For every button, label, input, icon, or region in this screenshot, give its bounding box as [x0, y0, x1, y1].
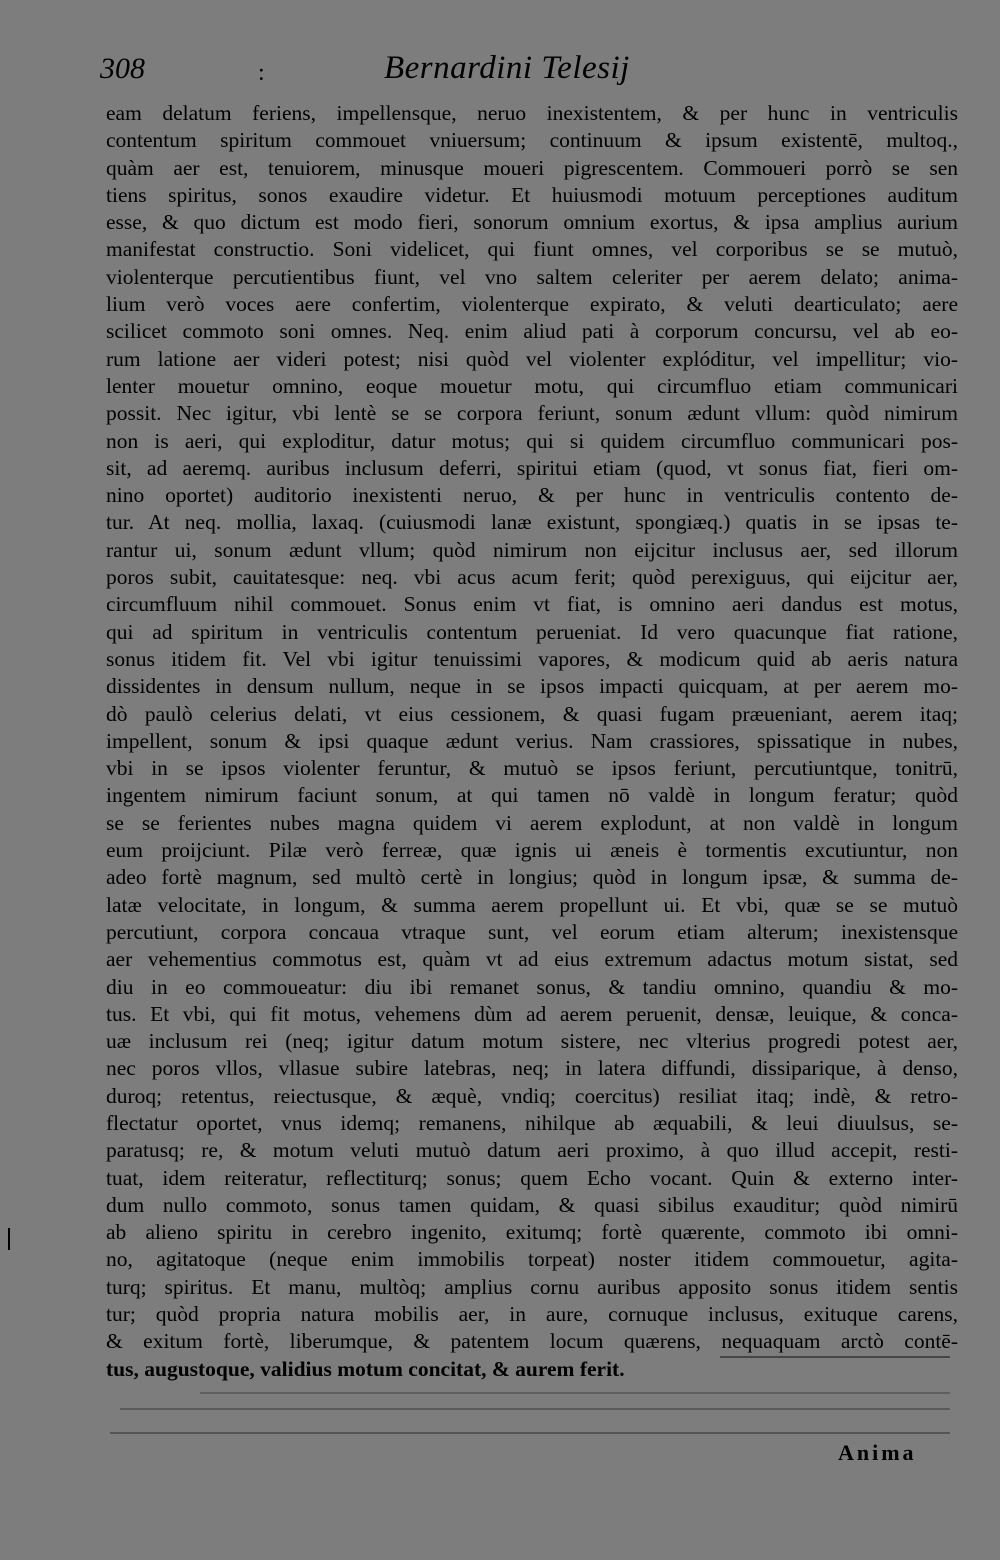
- text-line: ab alieno spiritu in cerebro ingenito, exitumq; fortè quærente, commoto ibi omni-: [106, 1220, 958, 1245]
- running-head: Bernardini Telesij: [384, 50, 630, 86]
- text-line: lium verò voces aere confertim, violenterque expirato, & veluti dearticulato; aere: [106, 292, 958, 317]
- text-line: vbi in se ipsos violenter feruntur, & mutuò se ipsos feriunt, percutiuntque, tonitrū,: [106, 756, 958, 781]
- text-line: manifestat constructio. Soni videlicet, qui fiunt omnes, vel corporibus se se mutuò,: [106, 237, 958, 262]
- text-line: tus, augustoque, validius motum concitat, & aurem ferit.: [106, 1356, 625, 1381]
- text-line: quàm aer est, tenuiorem, minusque moueri pigrescentem. Commoueri porrò se sen: [106, 155, 958, 180]
- text-line: turq; spiritus. Et manu, multòq; amplius cornu auribus apposito sonus itidem sentis: [106, 1274, 958, 1299]
- text-line: sonus itidem fit. Vel vbi igitur tenuissimi vapores, & modicum quid ab aeris natura: [106, 646, 958, 671]
- text-line: duroq; retentus, reiectusque, & æquè, vndiq; coercitus) resiliat itaq; indè, & retro-: [106, 1083, 958, 1108]
- text-line: paratusq; re, & motum veluti mutuò datum aeri proximo, à quo illud accepit, resti-: [106, 1138, 958, 1163]
- text-line: qui ad spiritum in ventriculis contentum perueniat. Id vero quacunque fiat ratione,: [106, 619, 958, 644]
- text-line: contentum spiritum commouet vniuersum; continuum & ipsum existentē, multoq.,: [106, 128, 958, 153]
- text-line: percutiunt, corpora concaua vtraque sunt, vel eorum etiam alterum; inexistensque: [106, 919, 958, 944]
- show-through-noise: [110, 1432, 950, 1434]
- text-line: adeo fortè magnum, sed multò certè in longius; quòd in longum ipsæ, & summa de-: [106, 865, 958, 890]
- text-line: lenter mouetur omnino, eoque mouetur motu, qui circumfluo etiam communicari: [106, 373, 958, 398]
- text-line: & exitum fortè, liberumque, & patentem locum quærens, nequaquam arctò contē-: [106, 1329, 958, 1354]
- text-line: poros subit, cauitatesque: neq. vbi acus acum ferit; quòd perexiguus, qui eijcitur aer,: [106, 565, 958, 590]
- page-number: 308: [100, 52, 145, 85]
- body-text: [106, 100, 958, 1383]
- text-line: circumfluum nihil commouet. Sonus enim vt fiat, is omnino aeri dandus est motus,: [106, 592, 958, 617]
- catchword: Anima: [838, 1440, 917, 1465]
- text-line: dum nullo commoto, sonus tamen quidam, & quasi sibilus exauditur; quòd nimirū: [106, 1192, 958, 1217]
- margin-mark: [8, 1228, 10, 1250]
- text-line: latæ velocitate, in longum, & summa aerem propellunt ui. Et vbi, quæ se se mutuò: [106, 892, 958, 917]
- text-line: flectatur oportet, vnus idemq; remanens, nihilque ab æquabili, & leui diuulsus, se-: [106, 1110, 958, 1135]
- text-line: eum proijciunt. Pilæ verò ferreæ, quæ ignis ui æneis è tormentis excutiuntur, non: [106, 838, 958, 863]
- text-line: rum latione aer videri potest; nisi quòd vel violenter explóditur, vel impellitur; vio-: [106, 346, 958, 371]
- text-line: nino oportet) auditorio inexistenti neruo, & per hunc in ventriculis contento de-: [106, 483, 958, 508]
- text-line: rantur ui, sonum ædunt vllum; quòd nimirum non eijcitur inclusus aer, sed illorum: [106, 537, 958, 562]
- text-line: tur; quòd propria natura mobilis aer, in aure, cornuque inclusus, exituque carens,: [106, 1302, 958, 1327]
- text-line: tuat, idem reiteratur, reflectiturq; sonus; quem Echo vocant. Quin & externo inter-: [106, 1165, 958, 1190]
- text-line: tur. At neq. mollia, laxaq. (cuiusmodi lanæ existunt, spongiæq.) quatis in se ipsas te-: [106, 510, 958, 535]
- text-line: aer vehementius commotus est, quàm vt ad eius extremum adactus motum sistat, sed: [106, 947, 958, 972]
- show-through-noise: [720, 1356, 950, 1358]
- text-line: ingentem nimirum faciunt sonum, at qui tamen nō valdè in longum feratur; quòd: [106, 783, 958, 808]
- show-through-noise: [200, 1392, 950, 1394]
- text-line: nec poros vllos, vllasue subire latebras, neq; in latera diffundi, dissiparique, à denso,: [106, 1056, 958, 1081]
- text-line: dissidentes in densum nullum, neque in se ipsos impacti quicquam, at per aerem mo-: [106, 674, 958, 699]
- text-line: diu in eo commoueatur: diu ibi remanet sonus, & tandiu omnino, quandiu & mo-: [106, 974, 958, 999]
- text-line: uæ inclusum rei (neq; igitur datum motum sistere, nec vlterius progredi potest aer,: [106, 1029, 958, 1054]
- text-line: sit, ad aeremq. auribus inclusum deferri, spiritui etiam (quod, vt sonus fiat, fieri om-: [106, 455, 958, 480]
- text-line: tiens spiritus, sonos exaudire videtur. Et huiusmodi motuum perceptiones auditum: [106, 182, 958, 207]
- text-line: no, agitatoque (neque enim immobilis torpeat) noster itidem commouetur, agita-: [106, 1247, 958, 1272]
- text-line: se se ferientes nubes magna quidem vi aerem explodunt, at non valdè in longum: [106, 810, 958, 835]
- text-line: esse, & quo dictum est modo fieri, sonorum omnium exortus, & ipsa amplius aurium: [106, 210, 958, 235]
- text-line: scilicet commoto soni omnes. Neq. enim aliud pati à corporum concursu, vel ab eo-: [106, 319, 958, 344]
- text-line: possit. Nec igitur, vbi lentè se se corpora feriunt, sonum ædunt vllum: quòd nimirum: [106, 401, 958, 426]
- text-line: non is aeri, qui exploditur, datur motus; qui si quidem circumfluo communicari pos-: [106, 428, 958, 453]
- text-line: eam delatum feriens, impellensque, neruo inexistentem, & per hunc in ventriculis: [106, 101, 958, 125]
- header-mark: :: [258, 60, 265, 86]
- text-line: impellent, sonum & ipsi quaque ædunt verius. Nam crassiores, spissatique in nubes,: [106, 728, 958, 753]
- show-through-noise: [120, 1408, 950, 1410]
- text-line: violenterque percutientibus fiunt, vel vno saltem celeriter per aerem delato; anima-: [106, 264, 958, 289]
- text-line: dò paulò celerius delati, vt eius cessionem, & quasi fugam præueniant, aerem itaq;: [106, 701, 958, 726]
- text-line: tus. Et vbi, qui fit motus, vehemens dùm ad aerem peruenit, densæ, leuique, & conca-: [106, 1001, 958, 1026]
